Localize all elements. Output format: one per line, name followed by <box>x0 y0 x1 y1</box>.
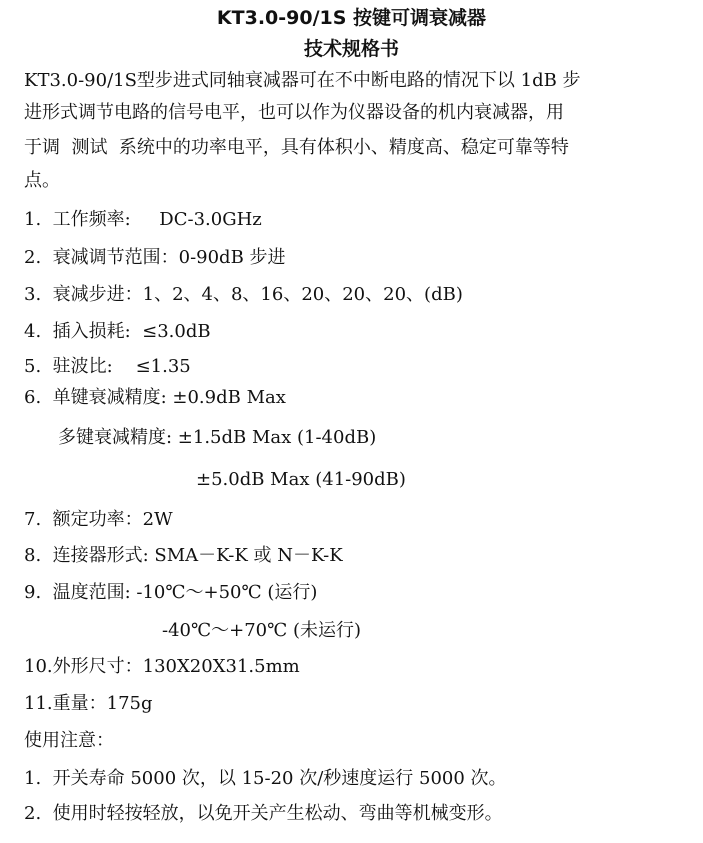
document-subtitle: 技术规格书 <box>303 38 399 60</box>
spec-attenuation-range: 2. 衰减调节范围：0-90dB 步进 <box>24 247 286 268</box>
intro-line-1: KT3.0-90/1S型步进式同轴衰减器可在不中断电路的情况下以 1dB 步 <box>24 70 581 91</box>
intro-line-3: 于调 测试 系统中的功率电平，具有体积小、精度高、稳定可靠等特 <box>24 137 569 158</box>
spec-connector-type: 8. 连接器形式: SMA－K-K 或 N－K-K <box>24 545 343 566</box>
spec-attenuation-steps: 3. 衰减步进：1、2、4、8、16、20、20、20、(dB) <box>24 284 463 305</box>
spec-temperature-operating: 9. 温度范围: -10℃～+50℃ (运行) <box>24 582 318 603</box>
spec-operating-frequency: 1. 工作频率: DC-3.0GHz <box>24 209 262 230</box>
spec-weight: 11.重量：175g <box>24 693 153 714</box>
spec-single-key-accuracy: 6. 单键衰减精度: ±0.9dB Max <box>24 387 286 408</box>
spec-multi-key-accuracy: 多键衰减精度: ±1.5dB Max (1-40dB) <box>58 427 377 448</box>
spec-temperature-storage: -40℃～+70℃ (未运行) <box>162 620 362 641</box>
spec-dimensions: 10.外形尺寸：130X20X31.5mm <box>24 656 300 677</box>
usage-item-2: 2. 使用时轻按轻放，以免开关产生松动、弯曲等机械变形。 <box>24 803 503 824</box>
intro-line-2: 进形式调节电路的信号电平，也可以作为仪器设备的机内衰减器，用 <box>24 102 564 123</box>
intro-line-4: 点。 <box>24 170 60 191</box>
usage-item-1: 1. 开关寿命 5000 次，以 15-20 次/秒速度运行 5000 次。 <box>24 768 507 789</box>
spec-rated-power: 7. 额定功率：2W <box>24 509 173 530</box>
document-title: KT3.0-90/1S 按键可调衰减器 <box>216 7 487 29</box>
spec-multi-key-accuracy-high: ±5.0dB Max (41-90dB) <box>196 469 406 490</box>
usage-heading: 使用注意： <box>24 730 114 751</box>
spec-vswr: 5. 驻波比: ≤1.35 <box>24 356 191 377</box>
spec-insertion-loss: 4. 插入损耗: ≤3.0dB <box>24 321 211 342</box>
